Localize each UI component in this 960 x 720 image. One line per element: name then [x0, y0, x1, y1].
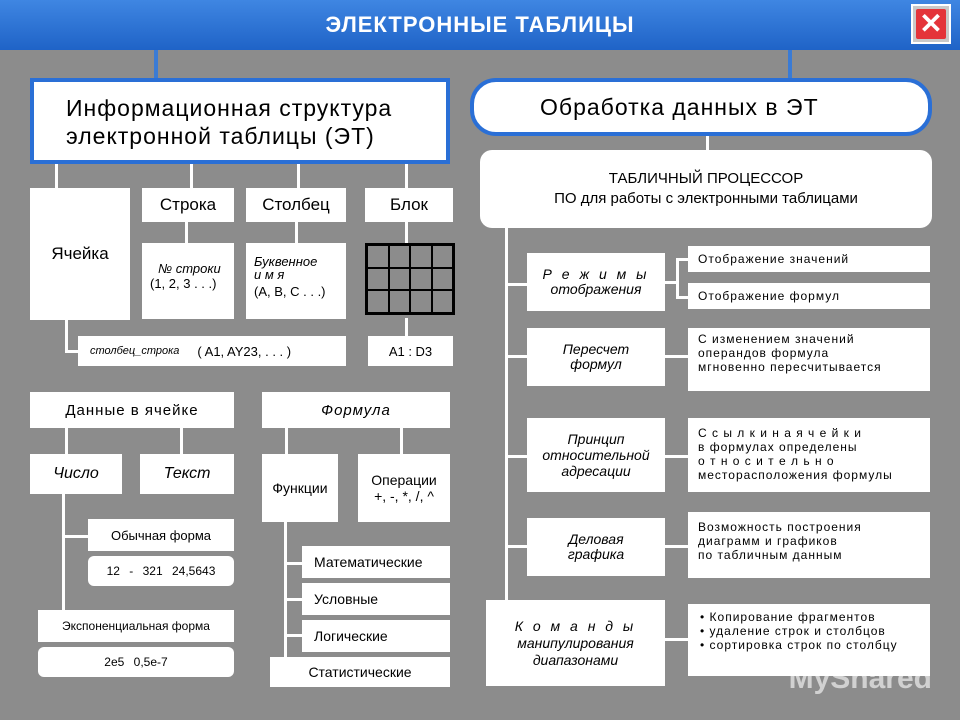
connector: [665, 638, 688, 641]
watermark-logo: MyShared: [788, 662, 932, 695]
recalc-desc-line3: мгновенно пересчитывается: [698, 360, 882, 374]
modes-line1: Р е ж и м ы: [542, 266, 650, 282]
graphics-desc-line1: Возможность построения: [698, 520, 862, 534]
commands-item-text: Копирование фрагментов: [709, 610, 876, 624]
col-desc-line3: (A, B, C . . .): [254, 284, 326, 299]
graphics-desc: [688, 512, 930, 578]
connector: [788, 50, 792, 80]
commands-item-text: удаление строк и столбцов: [709, 624, 886, 638]
block-box: Блок: [365, 188, 453, 222]
formula-box: Формула: [262, 392, 450, 428]
graphics-line2: графика: [567, 546, 625, 562]
func-type-item: Математические: [302, 546, 450, 578]
connector: [505, 455, 527, 458]
left-heading-line1: Информационная структура: [66, 95, 393, 121]
relative-desc-line4: месторасположения формулы: [698, 468, 893, 482]
left-heading: [30, 78, 450, 164]
column-box: Столбец: [246, 188, 346, 222]
recalc-desc-line2: операндов формула: [698, 346, 830, 360]
func-type-item: Логические: [302, 620, 450, 652]
commands-box: [486, 600, 665, 686]
processor-line1: ТАБЛИЧНЫЙ ПРОЦЕССОР: [608, 170, 804, 187]
connector: [405, 164, 408, 190]
connector: [284, 634, 302, 637]
mode-formulas: Отображение формул: [688, 283, 930, 309]
connector: [665, 455, 688, 458]
close-button[interactable]: [911, 4, 951, 44]
connector: [62, 494, 65, 610]
operations-box: [358, 454, 450, 522]
connector: [676, 258, 679, 298]
graphics-desc-line2: диаграмм и графиков: [698, 534, 838, 548]
connector: [284, 562, 302, 565]
recalc-line1: Пересчет: [562, 341, 630, 357]
graphics-line1: Деловая: [568, 531, 624, 547]
recalc-desc-line1: С изменением значений: [698, 332, 855, 346]
address-examples: ( A1, AY23, . . . ): [197, 343, 292, 359]
right-heading-text: Обработка данных в ЭТ: [540, 94, 819, 120]
connector: [55, 164, 58, 190]
commands-item-text: сортировка строк по столбцу: [709, 638, 898, 652]
operations-line1: Операции: [371, 472, 437, 488]
close-icon: ✕: [916, 9, 946, 39]
connector: [185, 222, 188, 244]
relative-line1: Принцип: [567, 431, 625, 447]
connector: [65, 318, 68, 350]
connector: [297, 164, 300, 190]
left-heading-line2: электронной таблицы (ЭТ): [66, 123, 375, 149]
modes-line2: отображения: [550, 281, 642, 297]
commands-item: • сортировка строк по столбцу: [700, 638, 898, 652]
connector: [505, 545, 527, 548]
commands-item: • удаление строк и столбцов: [700, 624, 886, 638]
number-box: Число: [30, 454, 122, 494]
normal-form: Обычная форма: [88, 519, 234, 551]
connector: [400, 428, 403, 456]
recalc-box: [527, 328, 665, 386]
row-desc-line1: № строки: [158, 261, 221, 276]
relative-desc: [688, 418, 930, 492]
connector: [676, 258, 688, 261]
row-desc: [142, 243, 234, 319]
connector: [505, 283, 527, 286]
connector: [405, 318, 408, 336]
connector: [180, 428, 183, 456]
processor-box: [480, 150, 932, 228]
func-type-item: Статистические: [270, 657, 450, 687]
recalc-line2: формул: [570, 356, 622, 372]
connector: [505, 355, 527, 358]
relative-desc-line1: С с ы л к и н а я ч е й к и: [698, 426, 862, 440]
commands-line1: К о м а н д ы: [514, 617, 637, 634]
col-desc-line1: Буквенное: [254, 254, 318, 269]
exp-form: Экспоненциальная форма: [38, 610, 234, 642]
address-box: [78, 336, 346, 366]
row-box: Строка: [142, 188, 234, 222]
relative-box: [527, 418, 665, 492]
block-grid-icon: [365, 243, 455, 315]
page-title: ЭЛЕКТРОННЫЕ ТАБЛИЦЫ: [325, 12, 635, 37]
connector: [665, 355, 688, 358]
operations-line2: +, -, *, /, ^: [374, 488, 434, 504]
func-type-item: Условные: [302, 583, 450, 615]
commands-item: • Копирование фрагментов: [700, 610, 876, 624]
column-desc: [246, 243, 346, 319]
mode-values: Отображение значений: [688, 246, 930, 272]
address-label: столбец_строка: [90, 345, 180, 357]
connector: [665, 545, 688, 548]
modes-box: [527, 253, 665, 311]
row-desc-line2: (1, 2, 3 . . .): [150, 276, 217, 291]
relative-line3: адресации: [561, 463, 631, 479]
connector: [676, 296, 688, 299]
relative-desc-line3: о т н о с и т е л ь н о: [698, 454, 835, 468]
relative-line2: относительной: [542, 447, 650, 463]
processor-line2: ПО для работы с электронными таблицами: [554, 190, 858, 207]
graphics-desc-line3: по табличным данным: [698, 548, 843, 562]
cell-box: Ячейка: [30, 188, 130, 320]
connector: [154, 50, 158, 80]
connector: [65, 428, 68, 456]
graphics-box: [527, 518, 665, 576]
exp-examples: 2е5 0,5е-7: [38, 647, 234, 677]
text-box: Текст: [140, 454, 234, 494]
commands-line2: манипулирования: [517, 634, 634, 651]
connector: [62, 535, 88, 538]
relative-desc-line2: в формулах определены: [698, 440, 858, 454]
functions-box: Функции: [262, 454, 338, 522]
connector: [284, 522, 287, 660]
col-desc-line2: и м я: [254, 267, 285, 282]
connector: [405, 222, 408, 244]
connector: [295, 222, 298, 244]
data-in-cell: Данные в ячейке: [30, 392, 234, 428]
recalc-desc: [688, 328, 930, 391]
commands-line3: диапазонами: [532, 651, 619, 668]
normal-examples: 12 - 321 24,5643: [88, 556, 234, 586]
connector: [285, 428, 288, 456]
connector: [190, 164, 193, 190]
connector: [284, 598, 302, 601]
right-heading: [470, 78, 932, 136]
block-example: A1 : D3: [368, 336, 453, 366]
